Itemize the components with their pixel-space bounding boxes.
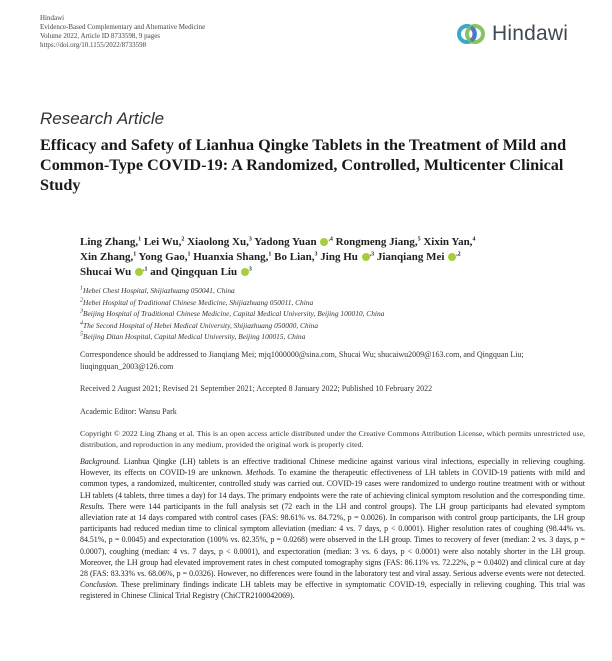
author[interactable]: Bo Lian,$^3$ <box>274 251 318 263</box>
orcid-icon[interactable] <box>448 253 456 261</box>
author[interactable]: Ling Zhang,$^1$ <box>80 236 142 248</box>
journal-doi[interactable]: https://doi.org/10.1155/2022/8733598 <box>40 41 147 49</box>
abstract-results-label: Results. <box>80 501 105 511</box>
hindawi-logo-icon <box>456 19 486 49</box>
article-type: Research Article <box>40 109 165 128</box>
publication-dates: Received 2 August 2021; Revised 21 September 2021; Accepted 8 January 2022; Published 10 February 2022 <box>80 384 433 393</box>
abstract-conclusion-label: Conclusion. <box>80 580 118 590</box>
author[interactable]: Xixin Yan,$^4$ <box>423 236 476 248</box>
affiliation: $^4$The Second Hospital of Hebei Medical University, Shijiazhuang 050000, China <box>80 320 319 330</box>
abstract-background: Lianhua Qingke (LH) tablets is an effective traditional Chinese medicine against various viral infections, especially in relieving coughing. However, its effects on COVID-19 are unknown. <box>80 457 585 478</box>
author[interactable]: and Qingquan Liu $^3$ <box>150 266 252 278</box>
author[interactable]: Jing Hu $^{,3}$ <box>320 251 375 263</box>
hindawi-logo[interactable] <box>456 16 568 52</box>
academic-editor: Academic Editor: Wansu Park <box>80 407 177 416</box>
affiliation: $^3$Beijing Hospital of Traditional Chinese Medicine, Capital Medical University, Beijing 100010, China <box>80 308 385 318</box>
journal-publisher: Hindawi <box>40 14 65 22</box>
orcid-icon[interactable] <box>135 268 143 276</box>
affiliations <box>80 285 384 343</box>
orcid-icon[interactable] <box>241 268 249 276</box>
author[interactable]: Yadong Yuan $^{,4}$ <box>254 236 333 248</box>
author[interactable]: Huanxia Shang,$^1$ <box>193 251 272 263</box>
abstract <box>80 456 585 602</box>
orcid-icon[interactable] <box>362 253 370 261</box>
abstract-results: There were 144 participants in the full analysis set (72 each in the LH and control groups). The LH group participants had elevated symptom alleviation rate at 14 days compared with control cases (FAS: 98.61% vs. 84.72%, p = 0.0026). In comparison with control group participants, the LH group participants had reduced median time to clinical symptom alleviation (median: 4 vs. 7 days, p < 0.0001). Higher resolution rates of coughing (98.44% vs. 84.51%, p = 0.0045) and expectoration (100% vs. 82.35%, p = 0.0268) were observed in the LH group. Times to recovery of fever (median: 2 vs. 3 days, p = 0.0007), coughing (median: 4 vs. 7 days, p < 0.0001), and expectoration (median: 3 vs. 6 days, p < 0.0001) were also notably shorter in the LH group. Moreover, the LH group had elevated improvement rates in chest computed tomography signs (FAS: 86.11% vs. 72.22%, p = 0.0402) and clinical cure at day 28 (FAS: 83.33% vs. 68.06%, p = 0.0326). However, no differences were found in the laboratory test and viral assay. Serious adverse events were not detected. <box>80 501 585 579</box>
author[interactable]: Xin Zhang,$^1$ <box>80 251 137 263</box>
author[interactable]: Shucai Wu $^{,1}$ <box>80 266 148 278</box>
abstract-methods-label: Methods. <box>246 468 276 478</box>
correspondence: Correspondence should be addressed to Jianqiang Mei; mjq1000000@sina.com, Shucai Wu; shucaiwu2009@163.com, and Qingquan Liu; liuqingquan_2003@126.com <box>80 350 524 371</box>
article-title: Efficacy and Safety of Lianhua Qingke Tablets in the Treatment of Mild and Common-Type COVID-19: A Randomized, Controlled, Multicenter Clinical Study <box>40 136 567 194</box>
author[interactable]: Yong Gao,$^1$ <box>138 251 191 263</box>
affiliation: $^5$Beijing Ditan Hospital, Capital Medical University, Beijing 100015, China <box>80 331 306 341</box>
author[interactable]: Rongmeng Jiang,$^5$ <box>335 236 421 248</box>
affiliation: $^1$Hebei Chest Hospital, Shijiazhuang 050041, China <box>80 285 235 295</box>
author-list <box>80 235 580 280</box>
author[interactable]: Jianqiang Mei $^{,2}$ <box>376 251 461 263</box>
author[interactable]: Lei Wu,$^2$ <box>143 236 185 248</box>
abstract-background-label: Background. <box>80 457 121 466</box>
journal-volume: Volume 2022, Article ID 8733598, 9 pages <box>40 32 161 40</box>
journal-name: Evidence-Based Complementary and Alternative Medicine <box>40 23 206 31</box>
affiliation: $^2$Hebei Hospital of Traditional Chinese Medicine, Shijiazhuang 050011, China <box>80 297 314 307</box>
copyright-notice: Copyright © 2022 Ling Zhang et al. This is an open access article distributed under the Creative Commons Attribution License, which permits unrestricted use, distribution, and reproduction in any medium, provided the original work is properly cited. <box>80 429 585 449</box>
hindawi-logo-text: Hindawi <box>492 22 569 45</box>
journal-header <box>40 14 205 50</box>
abstract-conclusion: These preliminary findings indicate LH tablets may be effective in symptomatic COVID-19, especially in relieving coughing. This trial was registered in Chinese Clinical Trial Registry (ChiCTR2100042069). <box>80 580 585 601</box>
author[interactable]: Xiaolong Xu,$^3$ <box>187 236 252 248</box>
abstract-methods: To examine the therapeutic effectiveness of LH tablets in COVID-19 patients with mild and common types, a randomized, multicenter, controlled study was carried out. COVID-19 cases were randomized to undergo routine treatment with or without LH tablets (4 tablets, three times a day) for 14 days. The primary endpoints were the rate of achieving clinical symptom resolution and the corresponding time. <box>80 468 586 500</box>
